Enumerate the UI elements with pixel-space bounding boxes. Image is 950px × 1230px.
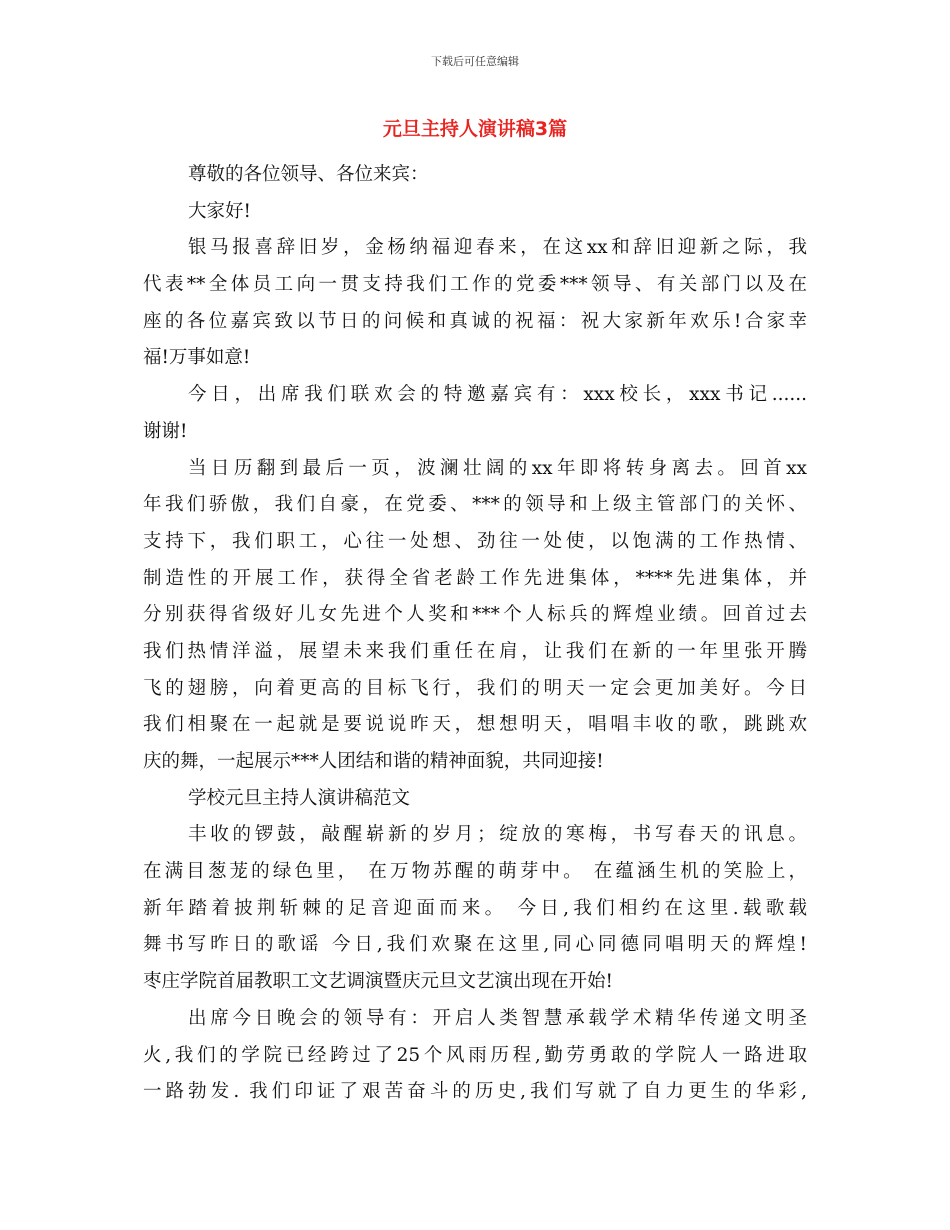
body-text-line: 一路勃发. 我们印证了艰苦奋斗的历史,我们写就了自力更生的华彩, bbox=[143, 1081, 807, 1103]
document-title: 元旦主持人演讲稿3篇 bbox=[382, 118, 568, 140]
body-text-line: 飞的翅膀，向着更高的目标飞行，我们的明天一定会更加美好。今日 bbox=[143, 677, 807, 699]
body-text-line: 支持下，我们职工，心往一处想、劲往一处使，以饱满的工作热情、 bbox=[143, 530, 807, 552]
body-text-line: 出席今日晚会的领导有：开启人类智慧承载学术精华传递文明圣 bbox=[188, 1007, 807, 1029]
body-text-line: 枣庄学院首届教职工文艺调演暨庆元旦文艺演出现在开始! bbox=[143, 971, 613, 993]
body-text-line: 当日历翻到最后一页，波澜壮阔的xx年即将转身离去。回首xx bbox=[188, 457, 807, 479]
body-text-line: 今日，出席我们联欢会的特邀嘉宾有：xxx校长，xxx书记...... bbox=[188, 384, 807, 406]
body-text-line: 舞书写昨日的歌谣 今日,我们欢聚在这里,同心同德同唱明天的辉煌! bbox=[143, 934, 807, 956]
body-text-line: 尊敬的各位领导、各位来宾： bbox=[188, 164, 429, 185]
body-text-line: 福!万事如意! bbox=[143, 347, 251, 369]
body-text-line: 学校元旦主持人演讲稿范文 bbox=[188, 787, 411, 809]
body-text-line: 年我们骄傲，我们自豪，在党委、***的领导和上级主管部门的关怀、 bbox=[143, 494, 807, 516]
body-text-line: 大家好! bbox=[188, 200, 251, 222]
body-text-line: 制造性的开展工作，获得全省老龄工作先进集体，****先进集体，并 bbox=[143, 567, 807, 589]
body-text-line: 分别获得省级好儿女先进个人奖和***个人标兵的辉煌业绩。回首过去 bbox=[143, 604, 807, 626]
page-header-note: 下载后可任意编辑 bbox=[431, 55, 519, 68]
body-text-line: 庆的舞，一起展示***人团结和谐的精神面貌，共同迎接! bbox=[143, 751, 604, 772]
body-text-line: 火,我们的学院已经跨过了25个风雨历程,勤劳勇敢的学院人一路进取 bbox=[143, 1044, 807, 1066]
body-text-line: 银马报喜辞旧岁，金杨纳福迎春来，在这xx和辞旧迎新之际，我 bbox=[188, 237, 807, 259]
body-text-line: 我们热情洋溢，展望未来我们重任在肩，让我们在新的一年里张开腾 bbox=[143, 640, 807, 662]
body-text-line: 代表**全体员工向一贯支持我们工作的党委***领导、有关部门以及在 bbox=[143, 274, 807, 296]
body-text-line: 谢谢! bbox=[143, 420, 188, 442]
body-text-line: 丰收的锣鼓，敲醒崭新的岁月；绽放的寒梅，书写春天的讯息。 bbox=[188, 824, 807, 846]
body-text-line: 我们相聚在一起就是要说说昨天，想想明天，唱唱丰收的歌，跳跳欢 bbox=[143, 714, 807, 736]
body-text-line: 座的各位嘉宾致以节日的问候和真诚的祝福：祝大家新年欢乐!合家幸 bbox=[143, 310, 807, 332]
document-body bbox=[143, 157, 807, 1111]
body-text-line: 新年踏着披荆斩棘的足音迎面而来。 今日,我们相约在这里.载歌载 bbox=[143, 897, 807, 919]
body-text-line: 在满目葱茏的绿色里， 在万物苏醒的萌芽中。 在蕴涵生机的笑脸上， bbox=[143, 861, 807, 883]
